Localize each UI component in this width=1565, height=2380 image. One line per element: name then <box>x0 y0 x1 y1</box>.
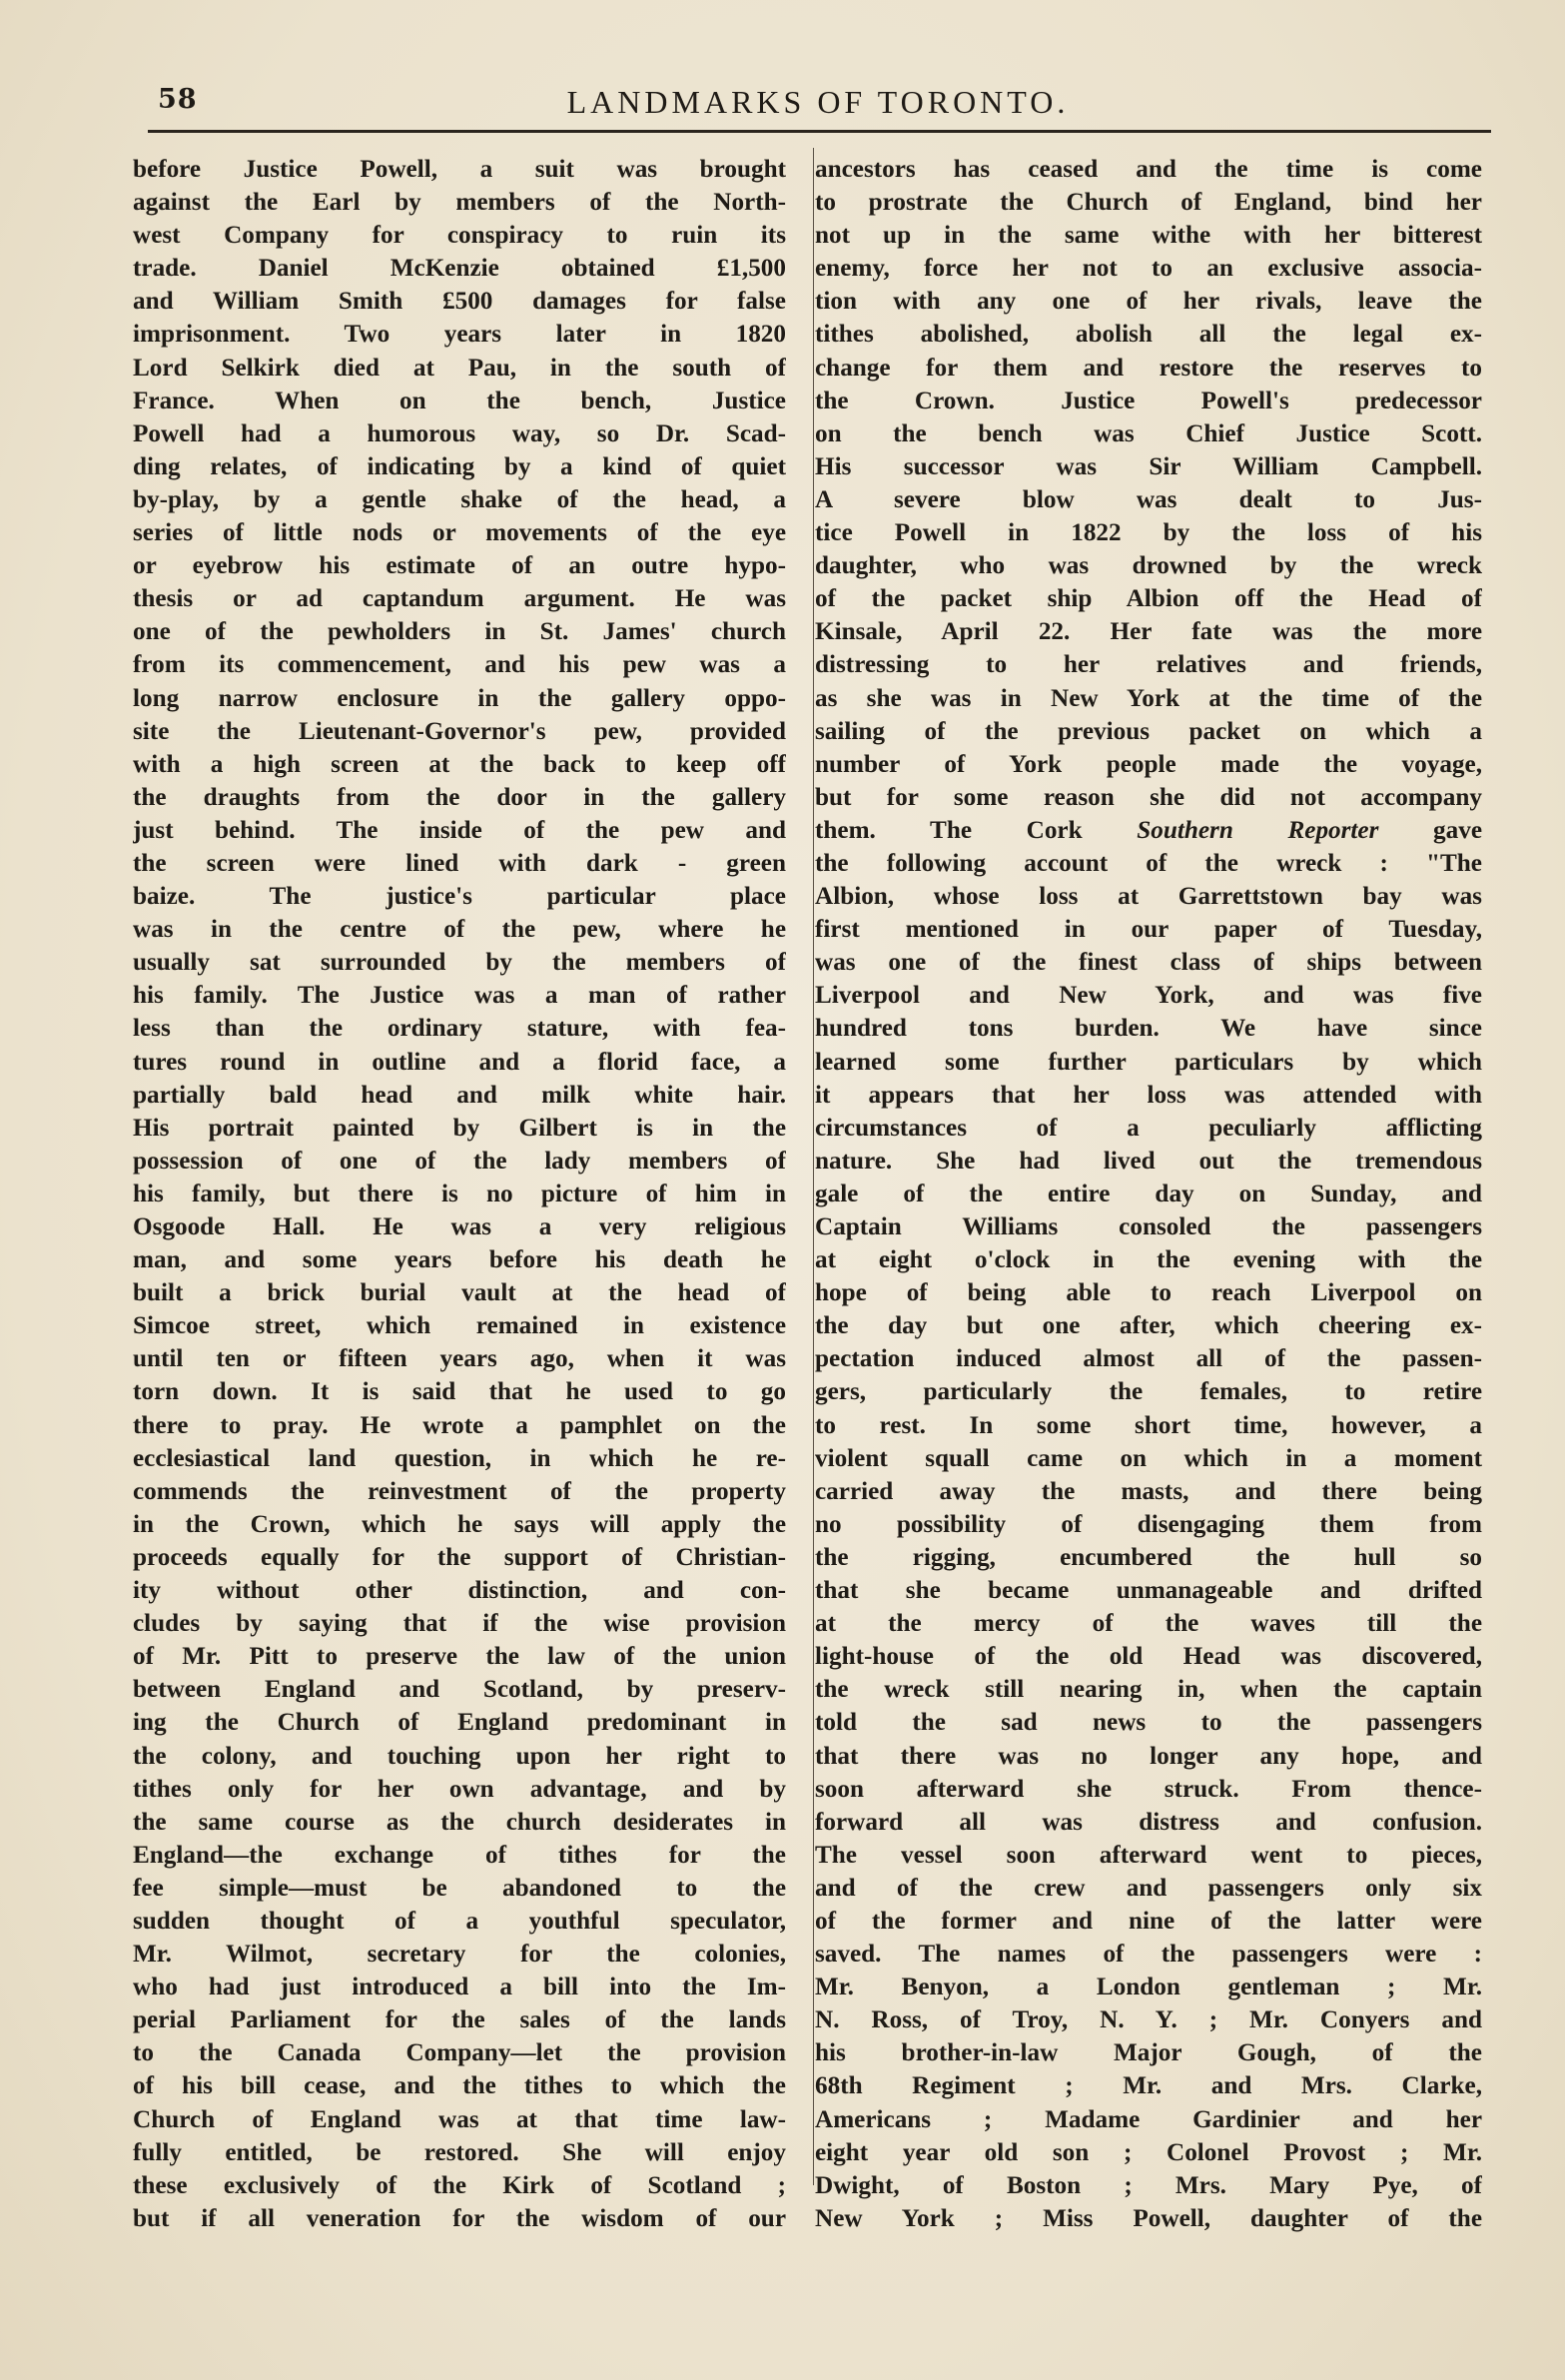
right-column-line: violent squall came on which in a moment <box>815 1444 1482 1472</box>
right-column-line: soon afterward she struck. From thence- <box>815 1775 1482 1803</box>
right-column-line: not up in the same withe with her bitterest <box>815 222 1482 250</box>
left-column-line: ity without other distinction, and con- <box>133 1577 786 1605</box>
column-divider <box>813 148 814 2185</box>
right-column-line: the rigging, encumbered the hull so <box>815 1543 1482 1571</box>
right-column-line: nature. She had lived out the tremendous <box>815 1147 1482 1175</box>
left-column-line: the draughts from the door in the gallery <box>133 783 786 811</box>
left-column-line: cludes by saying that if the wise provision <box>133 1610 786 1638</box>
left-column-line: fee simple—must be abandoned to the <box>133 1874 786 1902</box>
left-column-line: by-play, by a gentle shake of the head, a <box>133 485 786 513</box>
left-column-line: but if all veneration for the wisdom of our <box>133 2204 786 2232</box>
right-column-line: enemy, force her not to an exclusive associa- <box>815 255 1482 283</box>
right-column-line: N. Ross, of Troy, N. Y. ; Mr. Conyers and <box>815 2006 1482 2034</box>
right-column-line: at eight o'clock in the evening with the <box>815 1246 1482 1274</box>
left-column-line: thesis or ad captandum argument. He was <box>133 585 786 613</box>
left-column-line: before Justice Powell, a suit was brought <box>133 156 786 183</box>
left-column-line: France. When on the bench, Justice <box>133 387 786 414</box>
left-column-line: imprisonment. Two years later in 1820 <box>133 321 786 349</box>
right-column-line: A severe blow was dealt to Jus- <box>815 485 1482 513</box>
right-column-line: tithes abolished, abolish all the legal ex- <box>815 321 1482 349</box>
left-column-line: west Company for conspiracy to ruin its <box>133 222 786 250</box>
left-column-line: between England and Scotland, by preserv- <box>133 1676 786 1704</box>
right-column-line: hundred tons burden. We have since <box>815 1015 1482 1043</box>
right-column-line: on the bench was Chief Justice Scott. <box>815 419 1482 447</box>
left-column-line: Osgoode Hall. He was a very religious <box>133 1213 786 1240</box>
left-column-line: perial Parliament for the sales of the lands <box>133 2006 786 2034</box>
right-column-line: Dwight, of Boston ; Mrs. Mary Pye, of <box>815 2171 1482 2199</box>
left-column-line: Simcoe street, which remained in existence <box>133 1312 786 1340</box>
right-column-line: His successor was Sir William Campbell. <box>815 452 1482 480</box>
right-column-line: of the former and nine of the latter were <box>815 1907 1482 1935</box>
right-column-line: and of the crew and passengers only six <box>815 1874 1482 1902</box>
left-column-line: until ten or fifteen years ago, when it was <box>133 1345 786 1373</box>
right-column-line: told the sad news to the passengers <box>815 1709 1482 1737</box>
left-column-line: against the Earl by members of the North- <box>133 189 786 217</box>
left-column-line: ing the Church of England predominant in <box>133 1709 786 1737</box>
left-column-line: His portrait painted by Gilbert is in the <box>133 1114 786 1142</box>
page-number: 58 <box>158 84 198 115</box>
newspaper-title: Southern Reporter <box>1137 816 1379 844</box>
right-column-line: learned some further particulars by which <box>815 1048 1482 1076</box>
right-column-line: Liverpool and New York, and was five <box>815 982 1482 1010</box>
right-column-line: distressing to her relatives and friends, <box>815 651 1482 679</box>
right-column-line: tion with any one of her rivals, leave the <box>815 288 1482 316</box>
right-column-line: saved. The names of the passengers were : <box>815 1941 1482 1969</box>
left-column-line: England—the exchange of tithes for the <box>133 1841 786 1869</box>
left-column-line: partially bald head and milk white hair. <box>133 1081 786 1109</box>
left-column-line: the screen were lined with dark - green <box>133 849 786 877</box>
right-column-line: to rest. In some short time, however, a <box>815 1411 1482 1439</box>
left-column-line: long narrow enclosure in the gallery oppo- <box>133 684 786 712</box>
left-column-line: was in the centre of the pew, where he <box>133 916 786 944</box>
left-column-line: site the Lieutenant-Governor's pew, provided <box>133 717 786 745</box>
left-column-line: baize. The justice's particular place <box>133 883 786 911</box>
right-column-line: of the packet ship Albion off the Head of <box>815 585 1482 613</box>
left-column-line: to the Canada Company—let the provision <box>133 2039 786 2067</box>
left-column-line: his family, but there is no picture of him in <box>133 1180 786 1207</box>
right-column-line: hope of being able to reach Liverpool on <box>815 1279 1482 1307</box>
right-column-line: but for some reason she did not accompany <box>815 783 1482 811</box>
right-column-line: eight year old son ; Colonel Provost ; Mr. <box>815 2138 1482 2166</box>
right-column-line: no possibility of disengaging them from <box>815 1510 1482 1538</box>
left-column-line: built a brick burial vault at the head of <box>133 1279 786 1307</box>
right-column-line: gale of the entire day on Sunday, and <box>815 1180 1482 1207</box>
right-column-line: change for them and restore the reserves to <box>815 354 1482 382</box>
right-column-line: first mentioned in our paper of Tuesday, <box>815 916 1482 944</box>
left-column-line: of his bill cease, and the tithes to which the <box>133 2072 786 2100</box>
right-column-line: forward all was distress and confusion. <box>815 1808 1482 1836</box>
right-column-line: gers, particularly the females, to retire <box>815 1378 1482 1406</box>
header-rule <box>148 130 1491 133</box>
right-column-line: light-house of the old Head was discovered, <box>815 1643 1482 1671</box>
right-column-line: the day but one after, which cheering ex- <box>815 1312 1482 1340</box>
right-column-line: the wreck still nearing in, when the captain <box>815 1676 1482 1704</box>
right-column-line: that she became unmanageable and drifted <box>815 1577 1482 1605</box>
right-column-line: to prostrate the Church of England, bind her <box>815 189 1482 217</box>
left-column-line: one of the pewholders in St. James' church <box>133 618 786 646</box>
right-column-line: Captain Williams consoled the passengers <box>815 1213 1482 1240</box>
right-column-line: was one of the finest class of ships between <box>815 949 1482 977</box>
right-column-line: 68th Regiment ; Mr. and Mrs. Clarke, <box>815 2072 1482 2100</box>
right-column-line: New York ; Miss Powell, daughter of the <box>815 2204 1482 2232</box>
right-column-line: daughter, who was drowned by the wreck <box>815 552 1482 580</box>
right-column-line: as she was in New York at the time of the <box>815 684 1482 712</box>
right-column-line: circumstances of a peculiarly afflicting <box>815 1114 1482 1142</box>
right-column-line: sailing of the previous packet on which a <box>815 717 1482 745</box>
left-column <box>133 153 786 2235</box>
right-column-line: ancestors has ceased and the time is come <box>815 156 1482 183</box>
left-column-line: there to pray. He wrote a pamphlet on the <box>133 1411 786 1439</box>
right-column-line: them. The Cork Southern Reporter gave <box>815 816 1482 844</box>
left-column-line: from its commencement, and his pew was a <box>133 651 786 679</box>
left-column-line: just behind. The inside of the pew and <box>133 816 786 844</box>
right-column-line: Kinsale, April 22. Her fate was the more <box>815 618 1482 646</box>
left-column-line: fully entitled, be restored. She will enjoy <box>133 2138 786 2166</box>
left-column-line: commends the reinvestment of the property <box>133 1477 786 1505</box>
left-column-line: who had just introduced a bill into the Im- <box>133 1974 786 2001</box>
left-column-line: and William Smith £500 damages for false <box>133 288 786 316</box>
left-column-line: tithes only for her own advantage, and by <box>133 1775 786 1803</box>
right-column-line: Americans ; Madame Gardinier and her <box>815 2105 1482 2133</box>
left-column-line: of Mr. Pitt to preserve the law of the union <box>133 1643 786 1671</box>
left-column-line: Mr. Wilmot, secretary for the colonies, <box>133 1941 786 1969</box>
right-column-line: The vessel soon afterward went to pieces, <box>815 1841 1482 1869</box>
left-column-line: possession of one of the lady members of <box>133 1147 786 1175</box>
left-column-line: Powell had a humorous way, so Dr. Scad- <box>133 419 786 447</box>
left-column-line: man, and some years before his death he <box>133 1246 786 1274</box>
left-column-line: or eyebrow his estimate of an outre hypo- <box>133 552 786 580</box>
left-column-line: Lord Selkirk died at Pau, in the south of <box>133 354 786 382</box>
right-column <box>815 153 1482 2235</box>
right-column-line: at the mercy of the waves till the <box>815 1610 1482 1638</box>
right-column-line: tice Powell in 1822 by the loss of his <box>815 519 1482 547</box>
left-column-line: in the Crown, which he says will apply the <box>133 1510 786 1538</box>
left-column-line: his family. The Justice was a man of rather <box>133 982 786 1010</box>
left-column-line: with a high screen at the back to keep off <box>133 750 786 778</box>
right-column-line: Albion, whose loss at Garrettstown bay was <box>815 883 1482 911</box>
right-column-line: the Crown. Justice Powell's predecessor <box>815 387 1482 414</box>
running-title: LANDMARKS OF TORONTO. <box>566 84 1070 120</box>
right-column-line: it appears that her loss was attended with <box>815 1081 1482 1109</box>
left-column-line: these exclusively of the Kirk of Scotland ; <box>133 2171 786 2199</box>
left-column-line: tures round in outline and a florid face, a <box>133 1048 786 1076</box>
right-column-line: Mr. Benyon, a London gentleman ; Mr. <box>815 1974 1482 2001</box>
left-column-line: ecclesiastical land question, in which he re- <box>133 1444 786 1472</box>
page-header <box>148 78 1488 126</box>
left-column-line: series of little nods or movements of the eye <box>133 519 786 547</box>
right-column-line: number of York people made the voyage, <box>815 750 1482 778</box>
left-column-line: ding relates, of indicating by a kind of quiet <box>133 452 786 480</box>
left-column-line: less than the ordinary stature, with fea- <box>133 1015 786 1043</box>
left-column-line: Church of England was at that time law- <box>133 2105 786 2133</box>
right-column-line: carried away the masts, and there being <box>815 1477 1482 1505</box>
left-column-line: usually sat surrounded by the members of <box>133 949 786 977</box>
left-column-line: sudden thought of a youthful speculator, <box>133 1907 786 1935</box>
left-column-line: trade. Daniel McKenzie obtained £1,500 <box>133 255 786 283</box>
right-column-line: pectation induced almost all of the passen- <box>815 1345 1482 1373</box>
right-column-line: the following account of the wreck : "The <box>815 849 1482 877</box>
left-column-line: the same course as the church desiderates in <box>133 1808 786 1836</box>
left-column-line: the colony, and touching upon her right to <box>133 1742 786 1770</box>
right-column-line: his brother-in-law Major Gough, of the <box>815 2039 1482 2067</box>
right-column-line: that there was no longer any hope, and <box>815 1742 1482 1770</box>
left-column-line: proceeds equally for the support of Christian- <box>133 1543 786 1571</box>
left-column-line: torn down. It is said that he used to go <box>133 1378 786 1406</box>
